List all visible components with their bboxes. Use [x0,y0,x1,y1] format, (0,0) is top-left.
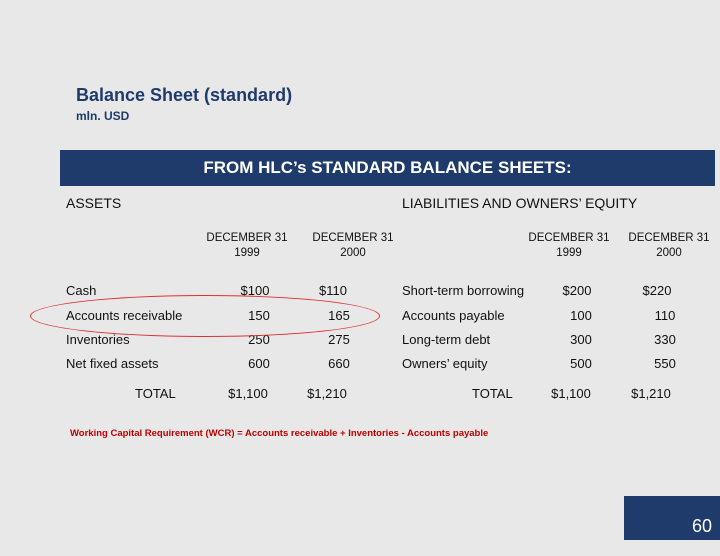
page-number: 60 [691,516,712,536]
assets-total-2000: $1,210 [307,386,347,401]
wcr-note: Working Capital Requirement (WCR) = Accounts receivable + Inventories - Accounts payable [70,428,489,439]
asset-value-1999: 600 [248,356,270,371]
liability-value-1999: $200 [562,283,592,298]
header-year: 1999 [556,247,582,259]
assets-total-label: TOTAL [135,386,176,401]
liability-label: Owners’ equity [402,356,488,371]
asset-value-2000: 275 [328,332,350,347]
highlight-oval [30,295,380,337]
header-date: DECEMBER 31 [312,232,394,244]
liability-value-2000: 330 [654,332,676,347]
assets-heading: ASSETS [66,195,122,211]
liab-header-1999 [514,231,624,261]
assets-header-2000 [298,231,408,261]
liab-total-2000: $1,210 [631,386,671,401]
liability-label: Short-term borrowing [402,283,525,298]
header-year: 2000 [656,247,682,259]
header-year: 1999 [234,247,260,259]
slide-title: Balance Sheet (standard) [76,85,293,105]
asset-label: Inventories [66,332,130,347]
header-year: 2000 [340,247,366,259]
asset-value-1999: 250 [248,332,270,347]
asset-value-1999: $100 [240,283,270,298]
asset-label: Cash [66,283,97,298]
page-number-box [624,496,720,540]
asset-value-2000: 165 [328,308,350,323]
liability-value-1999: 500 [570,356,592,371]
header-date: DECEMBER 31 [628,232,710,244]
liability-label: Accounts payable [402,308,505,323]
asset-value-2000: 660 [328,356,350,371]
slide-subtitle: mln. USD [76,109,130,123]
asset-value-2000: $110 [319,283,347,298]
asset-label: Accounts receivable [66,308,183,323]
section-banner: FROM HLC’s STANDARD BALANCE SHEETS: [60,150,715,186]
assets-header-1999 [192,231,302,261]
liabilities-heading: LIABILITIES AND OWNERS’ EQUITY [402,195,638,211]
header-date: DECEMBER 31 [206,232,288,244]
asset-label: Net fixed assets [66,356,159,371]
liability-value-2000: 110 [654,308,676,323]
asset-value-1999: 150 [248,308,270,323]
liab-total-label: TOTAL [472,386,513,401]
liability-value-1999: 300 [570,332,592,347]
liability-label: Long-term debt [402,332,491,347]
header-date: DECEMBER 31 [528,232,610,244]
liability-value-2000: $220 [642,283,672,298]
liab-header-2000 [614,231,720,261]
assets-total-1999: $1,100 [228,386,268,401]
liability-value-1999: 100 [570,308,592,323]
liab-total-1999: $1,100 [551,386,591,401]
liability-value-2000: 550 [654,356,676,371]
